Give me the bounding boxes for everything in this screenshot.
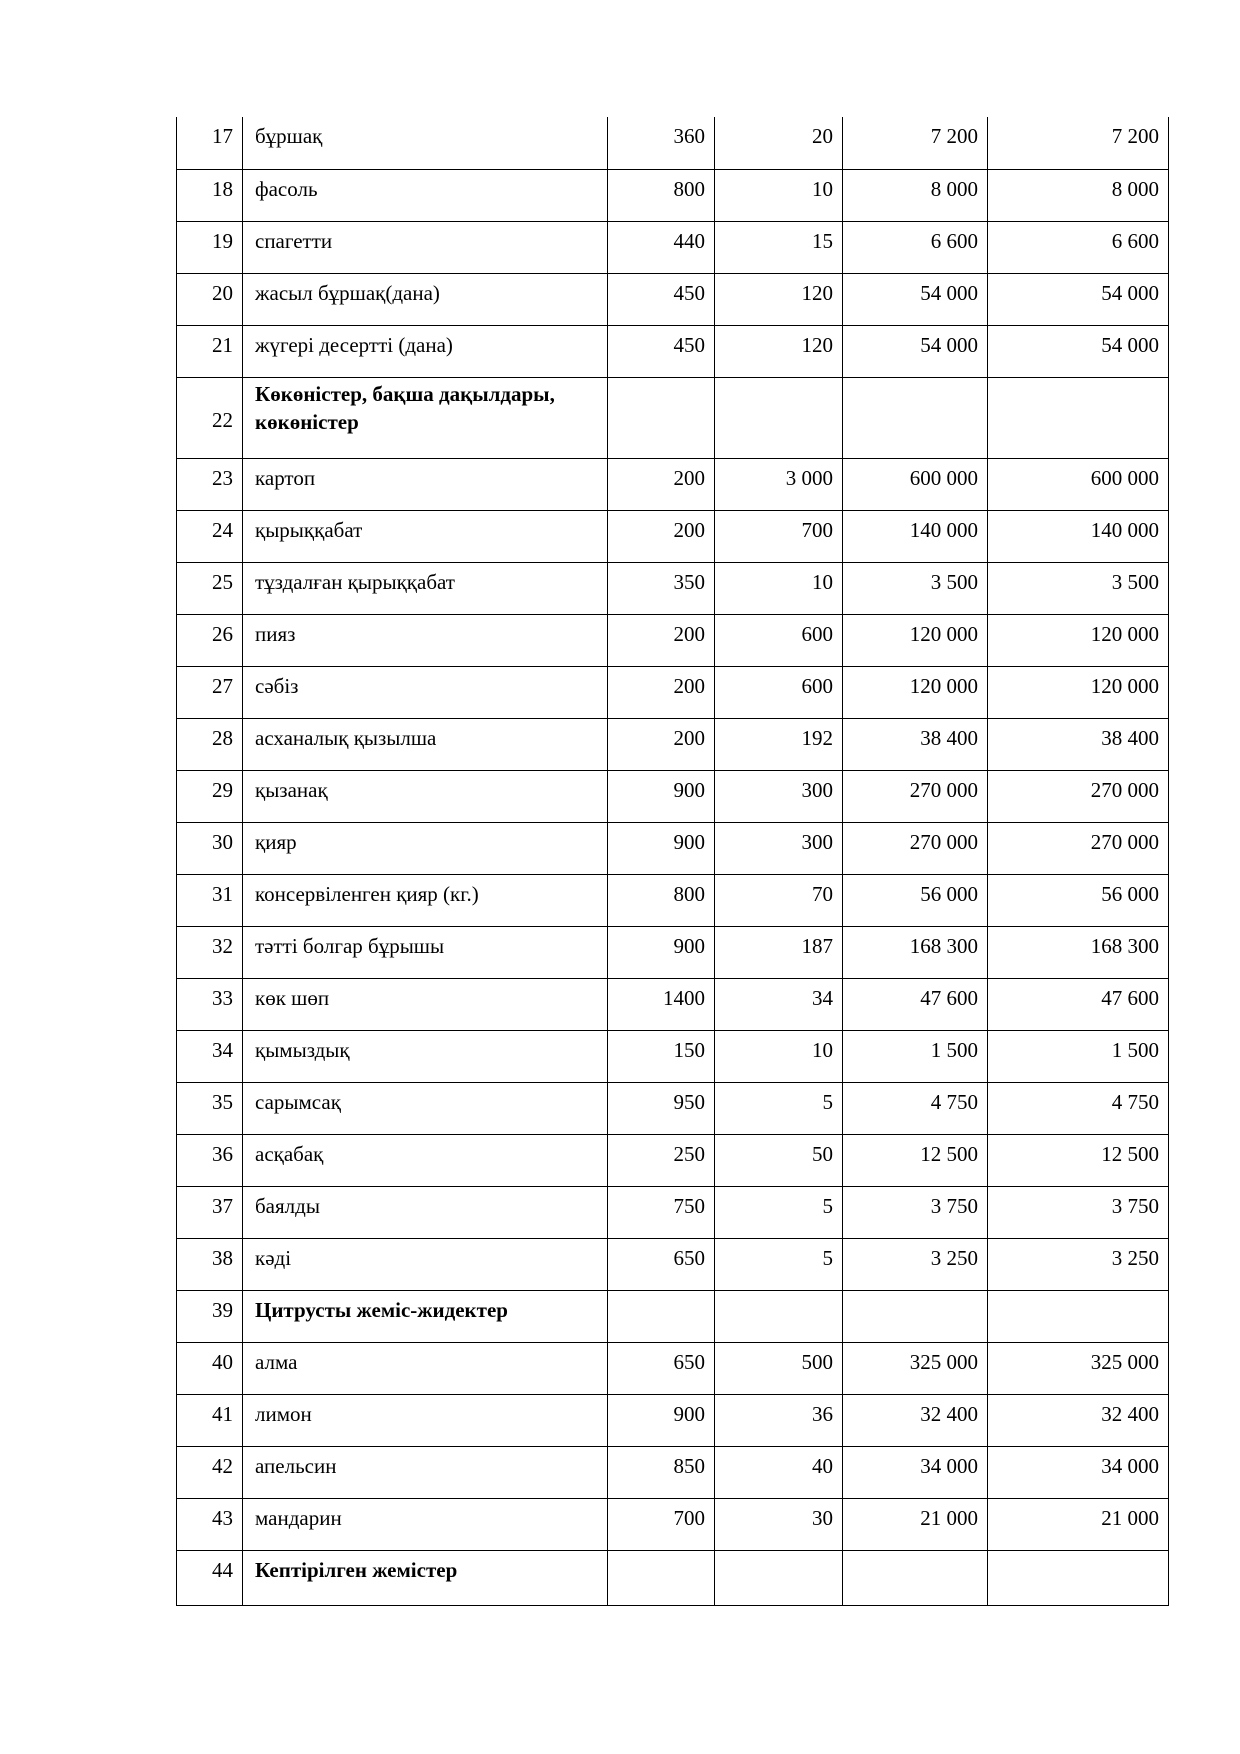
- row-number-cell: 35: [177, 1082, 243, 1134]
- amount-cell: 12 500: [843, 1134, 988, 1186]
- quantity-cell: [715, 1290, 843, 1342]
- row-number-cell: 40: [177, 1342, 243, 1394]
- item-name-cell: жасыл бұршақ(дана): [243, 273, 608, 325]
- quantity-cell: 10: [715, 562, 843, 614]
- row-number-cell: 34: [177, 1030, 243, 1082]
- total-amount-cell: 3 500: [988, 562, 1169, 614]
- item-name-cell: асханалық қызылша: [243, 718, 608, 770]
- amount-cell: 6 600: [843, 221, 988, 273]
- amount-cell: 3 500: [843, 562, 988, 614]
- total-amount-cell: 270 000: [988, 822, 1169, 874]
- unit-price-cell: 900: [608, 822, 715, 874]
- quantity-cell: 5: [715, 1186, 843, 1238]
- quantity-cell: 600: [715, 666, 843, 718]
- quantity-cell: 300: [715, 822, 843, 874]
- item-name-cell: қияр: [243, 822, 608, 874]
- amount-cell: 47 600: [843, 978, 988, 1030]
- total-amount-cell: 54 000: [988, 325, 1169, 377]
- unit-price-cell: 440: [608, 221, 715, 273]
- item-name-cell: сарымсақ: [243, 1082, 608, 1134]
- unit-price-cell: 150: [608, 1030, 715, 1082]
- item-name-cell: Цитрусты жеміс-жидектер: [243, 1290, 608, 1342]
- total-amount-cell: 3 750: [988, 1186, 1169, 1238]
- row-number-cell: 31: [177, 874, 243, 926]
- amount-cell: 56 000: [843, 874, 988, 926]
- total-amount-cell: [988, 1550, 1169, 1605]
- row-number-cell: 43: [177, 1498, 243, 1550]
- total-amount-cell: 38 400: [988, 718, 1169, 770]
- table-row: [177, 169, 1169, 221]
- table-row: [177, 117, 1169, 169]
- quantity-cell: 50: [715, 1134, 843, 1186]
- row-number-cell: 29: [177, 770, 243, 822]
- table-row: [177, 1498, 1169, 1550]
- item-name-cell: көк шөп: [243, 978, 608, 1030]
- table-row: [177, 770, 1169, 822]
- quantity-cell: 300: [715, 770, 843, 822]
- unit-price-cell: 850: [608, 1446, 715, 1498]
- item-name-cell: пияз: [243, 614, 608, 666]
- item-name-cell: апельсин: [243, 1446, 608, 1498]
- quantity-cell: 5: [715, 1238, 843, 1290]
- table-row: [177, 1446, 1169, 1498]
- amount-cell: 270 000: [843, 822, 988, 874]
- table-row: [177, 926, 1169, 978]
- total-amount-cell: 8 000: [988, 169, 1169, 221]
- quantity-cell: 34: [715, 978, 843, 1030]
- item-name-cell: қызанақ: [243, 770, 608, 822]
- total-amount-cell: 54 000: [988, 273, 1169, 325]
- table-row: [177, 325, 1169, 377]
- item-name-cell: қымыздық: [243, 1030, 608, 1082]
- table-body: [177, 117, 1169, 1605]
- total-amount-cell: 140 000: [988, 510, 1169, 562]
- unit-price-cell: 1400: [608, 978, 715, 1030]
- item-name-cell: картоп: [243, 458, 608, 510]
- item-name-cell: спагетти: [243, 221, 608, 273]
- item-name-cell: Көкөністер, бақша дақылдары, көкөністер: [243, 377, 608, 458]
- unit-price-cell: 200: [608, 510, 715, 562]
- quantity-cell: 15: [715, 221, 843, 273]
- unit-price-cell: 950: [608, 1082, 715, 1134]
- unit-price-cell: 650: [608, 1238, 715, 1290]
- total-amount-cell: 3 250: [988, 1238, 1169, 1290]
- product-price-table: [176, 117, 1169, 1606]
- item-name-cell: бұршақ: [243, 117, 608, 169]
- row-number-cell: 18: [177, 169, 243, 221]
- total-amount-cell: 6 600: [988, 221, 1169, 273]
- row-number-cell: 17: [177, 117, 243, 169]
- amount-cell: 54 000: [843, 325, 988, 377]
- total-amount-cell: 120 000: [988, 614, 1169, 666]
- row-number-cell: 19: [177, 221, 243, 273]
- amount-cell: 8 000: [843, 169, 988, 221]
- quantity-cell: 5: [715, 1082, 843, 1134]
- total-amount-cell: 47 600: [988, 978, 1169, 1030]
- row-number-cell: 26: [177, 614, 243, 666]
- item-name-cell: сәбіз: [243, 666, 608, 718]
- amount-cell: 34 000: [843, 1446, 988, 1498]
- row-number-cell: 28: [177, 718, 243, 770]
- row-number-cell: 21: [177, 325, 243, 377]
- table-row: [177, 1238, 1169, 1290]
- quantity-cell: 30: [715, 1498, 843, 1550]
- amount-cell: 4 750: [843, 1082, 988, 1134]
- row-number-cell: 44: [177, 1550, 243, 1605]
- unit-price-cell: [608, 377, 715, 458]
- quantity-cell: [715, 377, 843, 458]
- amount-cell: 38 400: [843, 718, 988, 770]
- table-row: [177, 377, 1169, 458]
- quantity-cell: 600: [715, 614, 843, 666]
- unit-price-cell: 360: [608, 117, 715, 169]
- table-row: [177, 1030, 1169, 1082]
- item-name-cell: қырыққабат: [243, 510, 608, 562]
- quantity-cell: 500: [715, 1342, 843, 1394]
- unit-price-cell: 350: [608, 562, 715, 614]
- amount-cell: 140 000: [843, 510, 988, 562]
- row-number-cell: 24: [177, 510, 243, 562]
- unit-price-cell: 450: [608, 273, 715, 325]
- unit-price-cell: 200: [608, 458, 715, 510]
- total-amount-cell: 1 500: [988, 1030, 1169, 1082]
- amount-cell: 120 000: [843, 614, 988, 666]
- row-number-cell: 42: [177, 1446, 243, 1498]
- quantity-cell: 70: [715, 874, 843, 926]
- table-row: [177, 1550, 1169, 1605]
- quantity-cell: 20: [715, 117, 843, 169]
- total-amount-cell: 32 400: [988, 1394, 1169, 1446]
- quantity-cell: 10: [715, 169, 843, 221]
- table-row: [177, 874, 1169, 926]
- total-amount-cell: 56 000: [988, 874, 1169, 926]
- table-row: [177, 1186, 1169, 1238]
- quantity-cell: 36: [715, 1394, 843, 1446]
- unit-price-cell: 900: [608, 770, 715, 822]
- table-row: [177, 1394, 1169, 1446]
- table-row: [177, 614, 1169, 666]
- quantity-cell: 187: [715, 926, 843, 978]
- table-row: [177, 666, 1169, 718]
- amount-cell: [843, 1290, 988, 1342]
- total-amount-cell: 168 300: [988, 926, 1169, 978]
- item-name-cell: тәтті болгар бұрышы: [243, 926, 608, 978]
- table-row: [177, 221, 1169, 273]
- row-number-cell: 25: [177, 562, 243, 614]
- item-name-cell: кәді: [243, 1238, 608, 1290]
- total-amount-cell: 270 000: [988, 770, 1169, 822]
- unit-price-cell: [608, 1290, 715, 1342]
- table-row: [177, 1082, 1169, 1134]
- row-number-cell: 22: [177, 377, 243, 458]
- table-row: [177, 1290, 1169, 1342]
- total-amount-cell: 7 200: [988, 117, 1169, 169]
- item-name-cell: алма: [243, 1342, 608, 1394]
- row-number-cell: 38: [177, 1238, 243, 1290]
- item-name-cell: Кептірілген жемістер: [243, 1550, 608, 1605]
- total-amount-cell: 12 500: [988, 1134, 1169, 1186]
- quantity-cell: 40: [715, 1446, 843, 1498]
- amount-cell: 32 400: [843, 1394, 988, 1446]
- amount-cell: [843, 1550, 988, 1605]
- unit-price-cell: 200: [608, 666, 715, 718]
- item-name-cell: консервіленген қияр (кг.): [243, 874, 608, 926]
- row-number-cell: 30: [177, 822, 243, 874]
- row-number-cell: 20: [177, 273, 243, 325]
- item-name-cell: тұздалған қырыққабат: [243, 562, 608, 614]
- item-name-cell: фасоль: [243, 169, 608, 221]
- unit-price-cell: 450: [608, 325, 715, 377]
- amount-cell: 7 200: [843, 117, 988, 169]
- unit-price-cell: 750: [608, 1186, 715, 1238]
- row-number-cell: 37: [177, 1186, 243, 1238]
- table-row: [177, 1342, 1169, 1394]
- table-row: [177, 822, 1169, 874]
- unit-price-cell: 200: [608, 718, 715, 770]
- total-amount-cell: 120 000: [988, 666, 1169, 718]
- amount-cell: 3 750: [843, 1186, 988, 1238]
- amount-cell: 120 000: [843, 666, 988, 718]
- total-amount-cell: 325 000: [988, 1342, 1169, 1394]
- amount-cell: 168 300: [843, 926, 988, 978]
- quantity-cell: [715, 1550, 843, 1605]
- quantity-cell: 700: [715, 510, 843, 562]
- row-number-cell: 23: [177, 458, 243, 510]
- item-name-cell: мандарин: [243, 1498, 608, 1550]
- table-row: [177, 718, 1169, 770]
- total-amount-cell: 4 750: [988, 1082, 1169, 1134]
- unit-price-cell: 900: [608, 926, 715, 978]
- table-row: [177, 978, 1169, 1030]
- table-row: [177, 1134, 1169, 1186]
- quantity-cell: 3 000: [715, 458, 843, 510]
- table-row: [177, 273, 1169, 325]
- quantity-cell: 192: [715, 718, 843, 770]
- amount-cell: 54 000: [843, 273, 988, 325]
- quantity-cell: 120: [715, 273, 843, 325]
- unit-price-cell: 800: [608, 874, 715, 926]
- amount-cell: [843, 377, 988, 458]
- item-name-cell: асқабақ: [243, 1134, 608, 1186]
- quantity-cell: 10: [715, 1030, 843, 1082]
- quantity-cell: 120: [715, 325, 843, 377]
- amount-cell: 3 250: [843, 1238, 988, 1290]
- total-amount-cell: [988, 377, 1169, 458]
- total-amount-cell: 600 000: [988, 458, 1169, 510]
- unit-price-cell: 800: [608, 169, 715, 221]
- total-amount-cell: 34 000: [988, 1446, 1169, 1498]
- amount-cell: 270 000: [843, 770, 988, 822]
- row-number-cell: 33: [177, 978, 243, 1030]
- row-number-cell: 36: [177, 1134, 243, 1186]
- unit-price-cell: 700: [608, 1498, 715, 1550]
- amount-cell: 600 000: [843, 458, 988, 510]
- unit-price-cell: [608, 1550, 715, 1605]
- unit-price-cell: 900: [608, 1394, 715, 1446]
- row-number-cell: 39: [177, 1290, 243, 1342]
- table-row: [177, 458, 1169, 510]
- unit-price-cell: 650: [608, 1342, 715, 1394]
- item-name-cell: лимон: [243, 1394, 608, 1446]
- amount-cell: 21 000: [843, 1498, 988, 1550]
- total-amount-cell: [988, 1290, 1169, 1342]
- item-name-cell: баялды: [243, 1186, 608, 1238]
- row-number-cell: 27: [177, 666, 243, 718]
- amount-cell: 325 000: [843, 1342, 988, 1394]
- table-row: [177, 562, 1169, 614]
- table-row: [177, 510, 1169, 562]
- row-number-cell: 41: [177, 1394, 243, 1446]
- total-amount-cell: 21 000: [988, 1498, 1169, 1550]
- amount-cell: 1 500: [843, 1030, 988, 1082]
- unit-price-cell: 200: [608, 614, 715, 666]
- unit-price-cell: 250: [608, 1134, 715, 1186]
- item-name-cell: жүгері десертті (дана): [243, 325, 608, 377]
- row-number-cell: 32: [177, 926, 243, 978]
